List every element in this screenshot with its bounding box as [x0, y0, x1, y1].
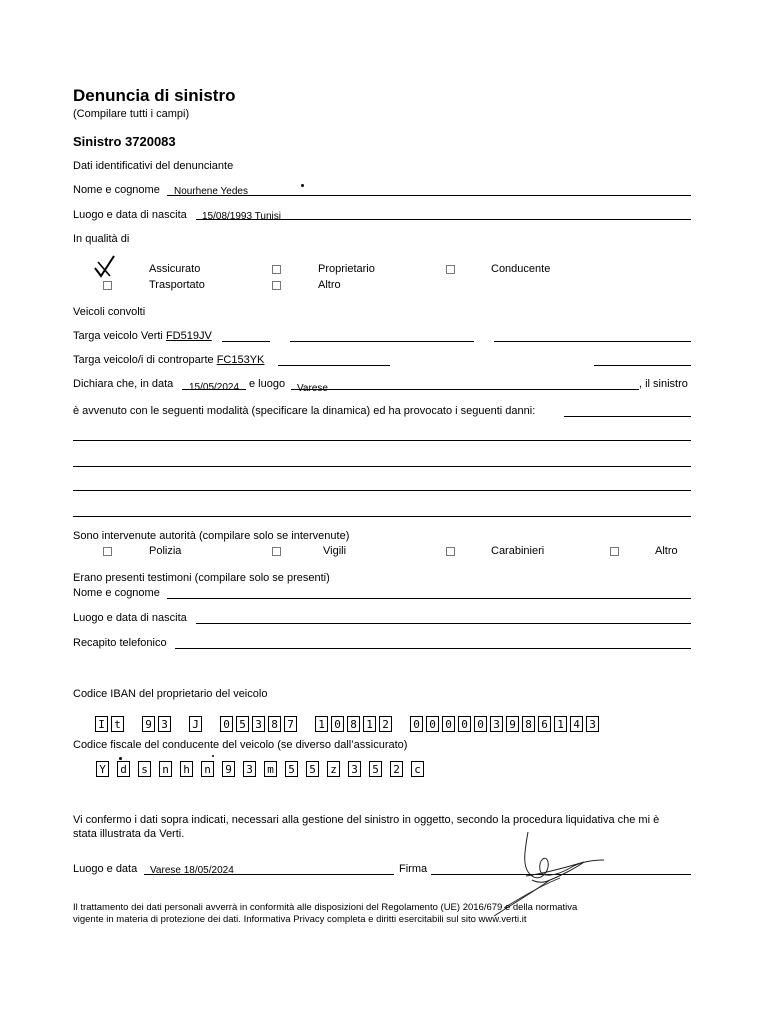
cf-char: m [264, 761, 277, 777]
verti-line-2 [290, 341, 474, 342]
iban-char: 4 [570, 716, 583, 732]
option-polizia[interactable]: Polizia [149, 545, 182, 557]
contro-plate-label [73, 354, 264, 366]
iban-char: 1 [554, 716, 567, 732]
dynamics-line-3[interactable] [73, 466, 691, 467]
page-title: Denuncia di sinistro [73, 86, 236, 105]
iban-char: 1 [363, 716, 376, 732]
option-vigili[interactable]: Vigili [323, 545, 347, 557]
iban-char: 0 [426, 716, 439, 732]
iban-char: 3 [490, 716, 503, 732]
iban-char: 9 [506, 716, 519, 732]
iban-char: J [189, 716, 202, 732]
iban-char: 0 [220, 716, 233, 732]
iban-char: t [111, 716, 124, 732]
dichiara-mid: e luogo [249, 378, 286, 390]
page-subtitle: (Compilare tutti i campi) [73, 108, 190, 120]
iban-char: 0 [410, 716, 423, 732]
iban-char: 3 [252, 716, 265, 732]
accident-place-field[interactable]: Varese [297, 383, 328, 394]
qualita-label: In qualità di [73, 233, 130, 245]
cf-char: 2 [390, 761, 403, 777]
cf-char: Y [96, 761, 109, 777]
cf-char: 5 [369, 761, 382, 777]
checkbox-altro[interactable] [272, 281, 281, 290]
cf-char: 3 [243, 761, 256, 777]
checkbox-proprietario[interactable] [272, 265, 281, 274]
claim-number: 3720083 [125, 134, 176, 149]
witness-name-field[interactable] [167, 598, 691, 599]
section-denunciante: Dati identificativi del denunciante [73, 160, 234, 172]
privacy-line-1: Il trattamento dei dati personali avverrà in conformità alle disposizioni del Regolamento (UE) 2016/679 e della normativa [73, 902, 578, 913]
verti-line-1 [222, 341, 270, 342]
cf-char: 9 [222, 761, 235, 777]
birth-label: Luogo e data di nascita [73, 209, 187, 221]
confirmation-line-1: Vi confermo i dati sopra indicati, necessari alla gestione del sinistro in oggetto, secondo la procedura liquidativa che mi è [73, 814, 660, 826]
testimoni-label: Erano presenti testimoni (compilare solo se presenti) [73, 572, 330, 584]
iban-char: 1 [315, 716, 328, 732]
cf-char: d [117, 761, 130, 777]
contro-plate-field[interactable]: FC153YK [216, 354, 265, 366]
verti-line-3 [494, 341, 691, 342]
codice-fiscale-field[interactable] [96, 761, 424, 777]
iban-char: 7 [284, 716, 297, 732]
verti-plate-label [73, 330, 212, 342]
option-conducente[interactable]: Conducente [491, 263, 551, 275]
birth-field[interactable]: 15/08/1993 Tunisi [202, 211, 281, 222]
checkbox-carabinieri[interactable] [446, 547, 455, 556]
claim-label: Sinistro [73, 134, 122, 149]
verti-plate-text: Targa veicolo Verti [73, 330, 163, 342]
iban-char: 3 [586, 716, 599, 732]
section-veicoli: Veicoli convolti [73, 306, 146, 318]
cf-char: 5 [285, 761, 298, 777]
iban-char: 0 [331, 716, 344, 732]
place-date-label: Luogo e data [73, 863, 138, 875]
privacy-line-2: vigente in materia di protezione dei dati. Informativa Privacy completa e diritti esercitabili sul sito www.verti.it [73, 914, 527, 925]
contro-plate-text: Targa veicolo/i di controparte [73, 354, 214, 366]
cf-char: c [411, 761, 424, 777]
privacy-notice [73, 902, 577, 926]
dichiara-pre: Dichiara che, in data [73, 378, 174, 390]
name-label: Nome e cognome [73, 184, 160, 196]
name-field[interactable]: Nourhene Yedes [174, 186, 248, 197]
ink-dot [119, 757, 122, 760]
iban-char: 0 [442, 716, 455, 732]
witness-birth-field[interactable] [196, 623, 691, 624]
contro-line-2 [594, 365, 691, 366]
cf-char: h [180, 761, 193, 777]
iban-char: 8 [268, 716, 281, 732]
option-trasportato[interactable]: Trasportato [149, 279, 205, 291]
cf-char: n [159, 761, 172, 777]
witness-name-label: Nome e cognome [73, 587, 160, 599]
confirmation-line-2: stata illustrata da Verti. [73, 828, 185, 840]
cf-char: 5 [306, 761, 319, 777]
iban-char: I [95, 716, 108, 732]
option-assicurato[interactable]: Assicurato [149, 263, 201, 275]
iban-char: 3 [158, 716, 171, 732]
iban-char: 5 [236, 716, 249, 732]
witness-phone-field[interactable] [175, 648, 691, 649]
iban-char: 2 [379, 716, 392, 732]
cf-char: z [327, 761, 340, 777]
place-date-field[interactable]: Varese 18/05/2024 [150, 865, 234, 876]
cf-char: s [138, 761, 151, 777]
option-proprietario[interactable]: Proprietario [318, 263, 375, 275]
iban-char: 9 [142, 716, 155, 732]
dynamics-label: è avvenuto con le seguenti modalità (specificare la dinamica) ed ha provocato i seguenti danni: [73, 405, 536, 417]
option-altro[interactable]: Altro [318, 279, 341, 291]
contro-line-1 [278, 365, 390, 366]
iban-char: 0 [474, 716, 487, 732]
dynamics-line-4[interactable] [73, 490, 691, 491]
option-carabinieri[interactable]: Carabinieri [491, 545, 545, 557]
dichiara-post: , il sinistro [639, 378, 688, 390]
cf-char: n [201, 761, 214, 777]
checkbox-conducente[interactable] [446, 265, 455, 274]
iban-char: 6 [538, 716, 551, 732]
iban-label: Codice IBAN del proprietario del veicolo [73, 688, 268, 700]
verti-plate-field[interactable]: FD519JV [165, 330, 212, 342]
claim-heading [73, 134, 176, 149]
checkbox-vigili[interactable] [272, 547, 281, 556]
witness-birth-label: Luogo e data di nascita [73, 612, 187, 624]
dynamics-line-5[interactable] [73, 516, 691, 517]
ink-dot [212, 755, 214, 757]
iban-char: 8 [347, 716, 360, 732]
checkmark-icon [92, 254, 118, 280]
autorita-label: Sono intervenute autorità (compilare solo se intervenute) [73, 530, 350, 542]
iban-char: 8 [522, 716, 535, 732]
checkbox-altro-autorita[interactable] [610, 547, 619, 556]
signature-label: Firma [399, 863, 428, 875]
iban-char: 0 [458, 716, 471, 732]
cf-char: 3 [348, 761, 361, 777]
codice-fiscale-label: Codice fiscale del conducente del veicolo (se diverso dall’assicurato) [73, 739, 408, 751]
accident-date-field[interactable]: 15/05/2024 [189, 382, 240, 393]
checkbox-polizia[interactable] [103, 547, 112, 556]
dynamics-line [564, 416, 691, 417]
ink-dot [301, 184, 304, 187]
witness-phone-label: Recapito telefonico [73, 637, 167, 649]
option-altro-autorita[interactable]: Altro [655, 545, 678, 557]
dynamics-line-2[interactable] [73, 440, 691, 441]
iban-field[interactable] [95, 716, 599, 732]
checkbox-trasportato[interactable] [103, 281, 112, 290]
place-line [291, 389, 639, 390]
